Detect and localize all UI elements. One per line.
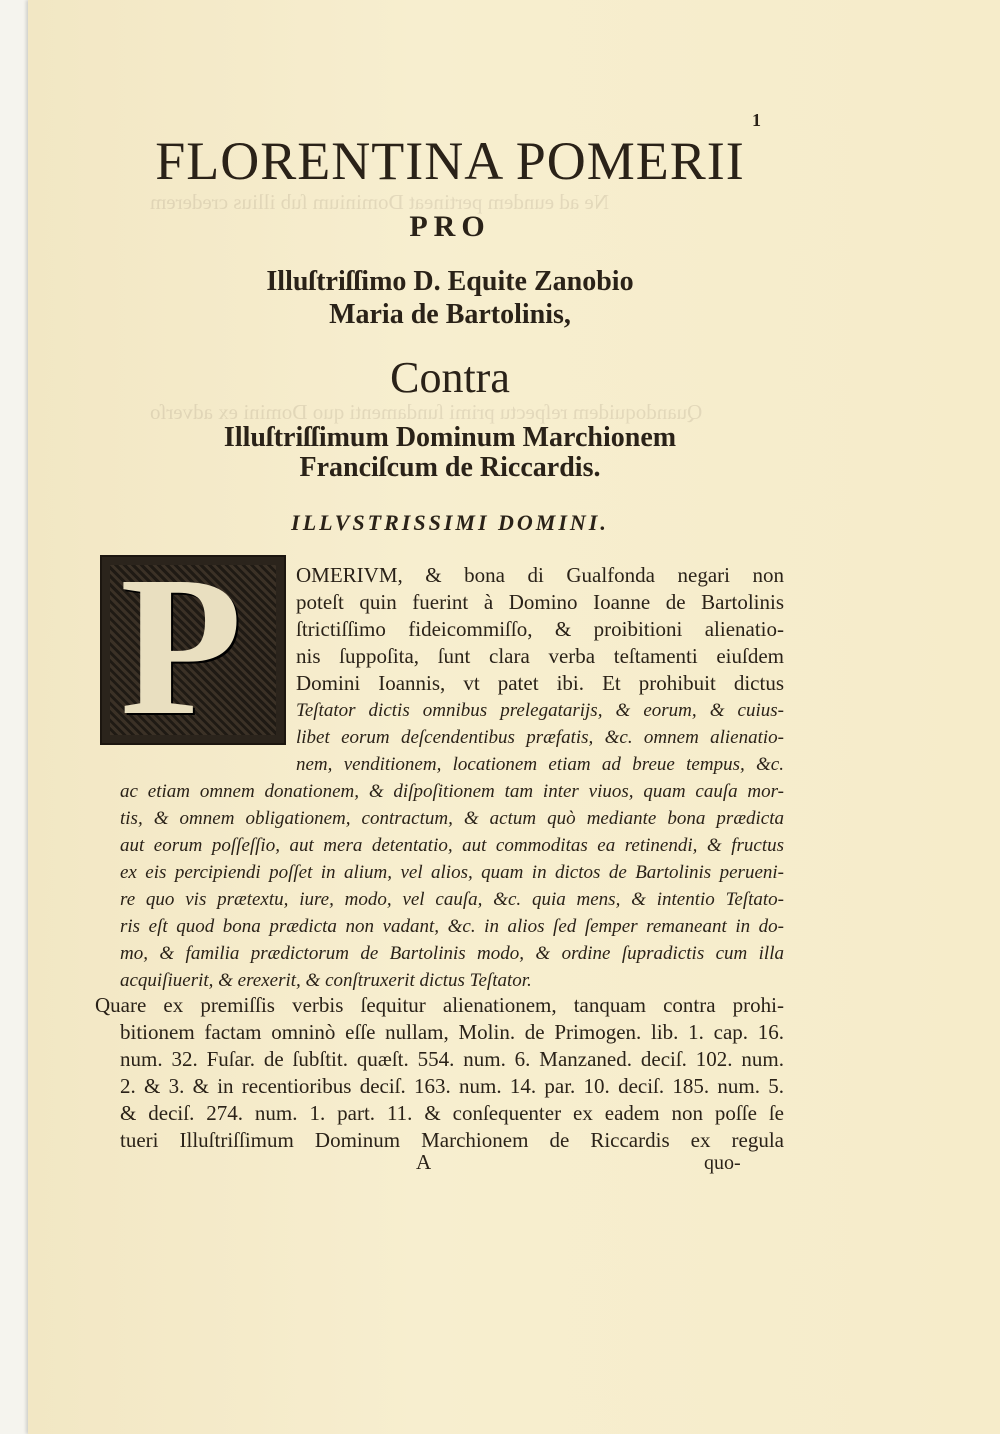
document-title: FLORENTINA POMERII — [155, 131, 745, 191]
body-line: ris eſt quod bona prædicta non vadant, &c. in alios ſed ſemper remaneant in do- — [120, 916, 784, 937]
body-line: ac etiam omnem donationem, & diſpoſitionem tam inter viuos, quam cauſa mor- — [120, 781, 784, 802]
party1-line2: Maria de Bartolinis, — [329, 299, 571, 330]
party2-line1: Illuſtriſſimum Dominum Marchionem — [223, 422, 677, 453]
party2-line2: Franciſcum de Riccardis. — [299, 452, 601, 483]
page-number: 1 — [752, 110, 761, 130]
body-line: Quare ex premiſſis verbis ſequitur alienationem, tanquam contra prohi- — [95, 993, 784, 1017]
salutation: ILLVSTRISSIMI DOMINI. — [291, 510, 609, 535]
body-line: acquiſiuerit, & erexerit, & conſtruxerit dictus Teſtator. — [120, 970, 532, 991]
body-line: re quo vis prætextu, iure, modo, vel cauſa, &c. quia mens, & intentio Teſtato- — [120, 889, 784, 910]
body-line: Teſtator dictis omnibus prelegatarijs, & eorum, & cuius- — [296, 700, 784, 721]
party1-line1: Illuſtriſſimo D. Equite Zanobio — [266, 266, 634, 297]
signature-mark: A — [416, 1150, 432, 1174]
body-line: nem, venditionem, locationem etiam ad breue tempus, &c. — [296, 754, 784, 775]
contra-label: Contra — [390, 353, 510, 402]
body-line: num. 32. Fuſar. de ſubſtit. quæſt. 554. num. 6. Manzaned. deciſ. 102. num. — [120, 1047, 784, 1071]
body-line: mo, & familia prædictorum de Bartolinis modo, & ordine ſupradictis cum illa — [120, 943, 784, 964]
body-line: ſtrictiſſimo fideicommiſſo, & proibitioni alienatio- — [296, 617, 784, 641]
body-line: tueri Illuſtriſſimum Dominum Marchionem de Riccardis ex regula — [120, 1128, 784, 1152]
drop-cap-woodcut — [100, 536, 286, 757]
body-line: OMERIVM, & bona di Gualfonda negari non — [296, 563, 784, 587]
pro-label: PRO — [409, 210, 491, 243]
drop-cap-letter: P — [120, 536, 243, 757]
bleed-through: Ne ad eundem pertineat Dominium ſub illius crederem — [150, 190, 609, 214]
body-line: Domini Ioannis, vt patet ibi. Et prohibuit dictus — [296, 671, 784, 695]
catchword: quo- — [704, 1152, 741, 1174]
body-line: poteſt quin fuerint à Domino Ioanne de Bartolinis — [296, 590, 784, 614]
body-line: nis ſuppoſita, ſunt clara verba teſtamenti eiuſdem — [296, 644, 784, 668]
body-line: tis, & omnem obligationem, contractum, & actum quò mediante bona prædicta — [120, 808, 784, 829]
bleed-through: Quandoquidem reſpectu primi ſundamenti quo Domini ex adverſo — [150, 400, 703, 424]
body-line: aut eorum poſſeſſio, aut mera detentatio, aut commoditas ea retinendi, & fructus — [120, 835, 784, 856]
body-line: & deciſ. 274. num. 1. part. 11. & conſequenter ex eadem non poſſe ſe — [120, 1101, 784, 1125]
body-line: ex eis percipiendi poſſet in alium, vel alios, quam in dictos de Bartolinis perueni- — [120, 862, 784, 883]
body-line: 2. & 3. & in recentioribus deciſ. 163. num. 14. par. 10. deciſ. 185. num. 5. — [120, 1074, 784, 1098]
body-line: bitionem factam omninò eſſe nullam, Molin. de Primogen. lib. 1. cap. 16. — [120, 1020, 784, 1044]
body-line: libet eorum deſcendentibus præfatis, &c. omnem alienatio- — [296, 727, 784, 748]
